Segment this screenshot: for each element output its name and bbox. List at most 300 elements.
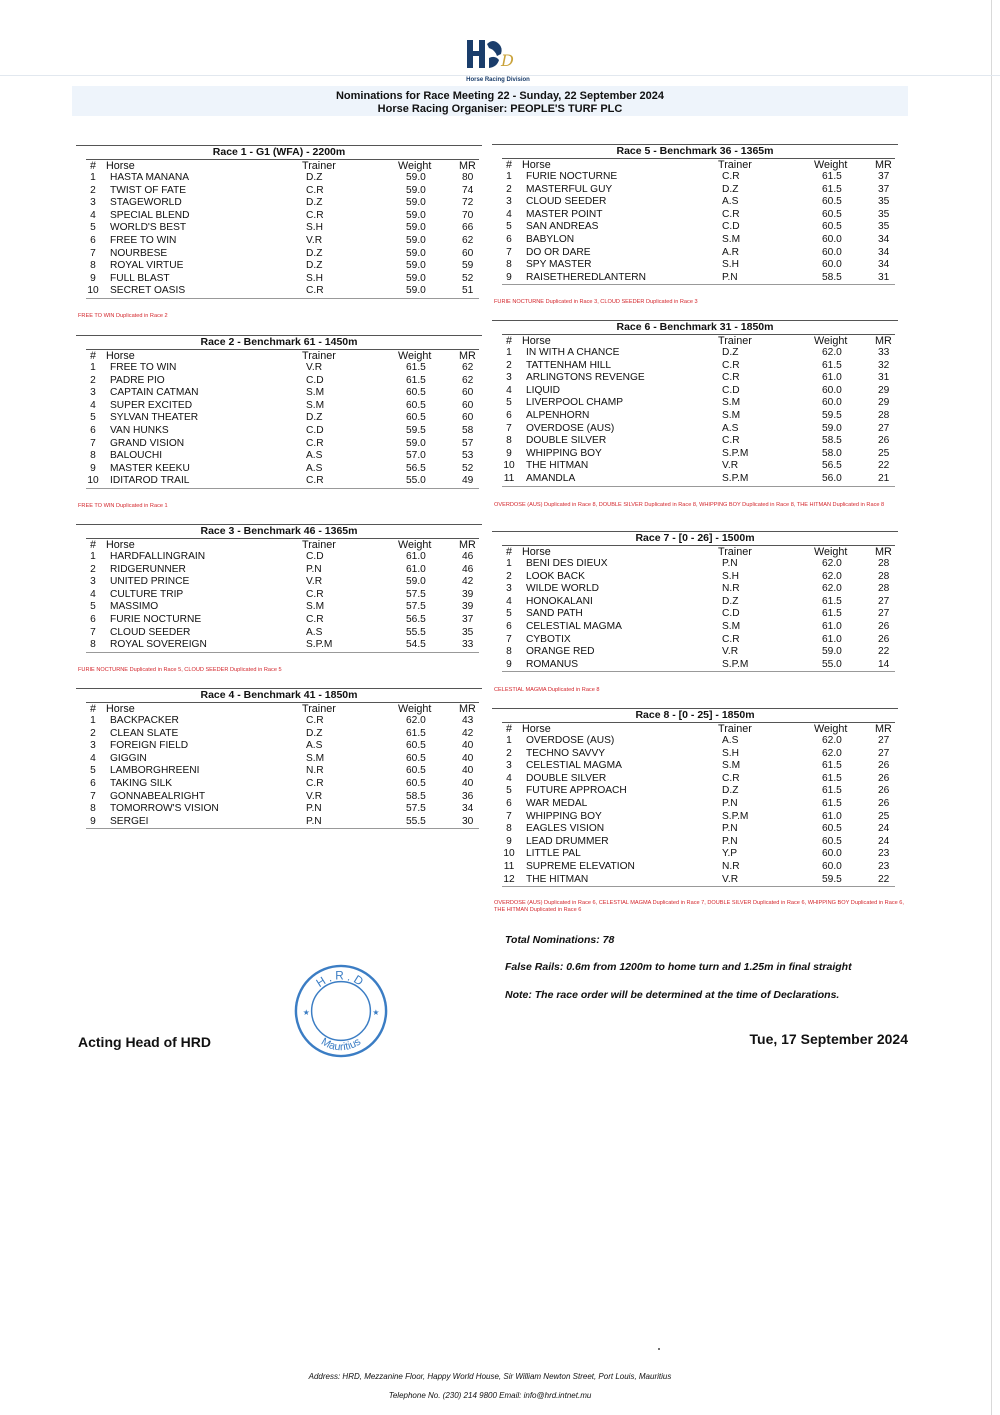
weight-value: 61.5 bbox=[822, 595, 842, 607]
trainer-code: C.R bbox=[306, 613, 324, 625]
stamp-bottom-text: Mauritius bbox=[318, 1035, 364, 1054]
trainer-code: D.Z bbox=[722, 785, 739, 797]
table-row bbox=[76, 185, 482, 198]
mr-rating: 53 bbox=[462, 450, 474, 462]
weight-value: 60.0 bbox=[822, 259, 842, 271]
horse-name: GIGGIN bbox=[110, 752, 147, 764]
trainer-code: S.P.M bbox=[306, 639, 333, 651]
trainer-code: C.R bbox=[722, 359, 740, 371]
weight-value: 59.5 bbox=[822, 409, 842, 421]
trainer-code: D.Z bbox=[306, 727, 323, 739]
weight-value: 55.0 bbox=[822, 658, 842, 670]
column-header-horse: Horse bbox=[106, 703, 135, 715]
weight-value: 56.0 bbox=[822, 472, 842, 484]
column-header-horse: Horse bbox=[106, 160, 135, 172]
horse-name: WHIPPING BOY bbox=[526, 447, 602, 459]
runner-number: 4 bbox=[506, 595, 512, 607]
mr-rating: 28 bbox=[878, 570, 890, 582]
mr-rating: 62 bbox=[462, 234, 474, 246]
mr-rating: 27 bbox=[878, 422, 890, 434]
weight-value: 57.5 bbox=[406, 588, 426, 600]
trainer-code: S.M bbox=[722, 397, 741, 409]
trainer-code: P.N bbox=[722, 558, 738, 569]
runner-number: 8 bbox=[506, 823, 512, 835]
trainer-code: C.R bbox=[306, 475, 324, 487]
duplicate-note: OVERDOSE (AUS) Duplicated in Race 8, DOUBLE SILVER Duplicated in Race 8, WHIPPING BOY Duplicated in Race 8, THE HITMAN Duplicated in Race 8 bbox=[494, 502, 885, 508]
horse-name: SECRET OASIS bbox=[110, 285, 186, 297]
horse-name: MASTERFUL GUY bbox=[526, 183, 613, 195]
table-row bbox=[492, 659, 898, 672]
weight-value: 58.5 bbox=[406, 790, 426, 802]
horse-name: WILDE WORLD bbox=[526, 583, 600, 595]
table-row bbox=[76, 260, 482, 273]
horse-name: BACKPACKER bbox=[110, 715, 179, 726]
column-header-weight: Weight bbox=[814, 159, 848, 171]
column-header-mr: MR bbox=[875, 335, 892, 347]
weight-value: 61.5 bbox=[822, 608, 842, 620]
column-header-horse: Horse bbox=[522, 159, 551, 171]
race-table bbox=[76, 145, 482, 299]
horse-name: LAMBORGHREENI bbox=[110, 765, 200, 777]
weight-value: 62.0 bbox=[406, 715, 426, 726]
trainer-code: D.Z bbox=[306, 172, 323, 183]
horse-name: OVERDOSE (AUS) bbox=[526, 735, 615, 746]
weight-value: 61.5 bbox=[822, 785, 842, 797]
mr-rating: 26 bbox=[878, 797, 890, 809]
runner-number: 1 bbox=[90, 362, 96, 373]
column-header-trainer: Trainer bbox=[718, 723, 752, 735]
runner-number: 2 bbox=[506, 570, 512, 582]
logo-caption: Horse Racing Division bbox=[466, 77, 530, 83]
weight-value: 60.5 bbox=[822, 208, 842, 220]
runner-number: 6 bbox=[90, 613, 96, 625]
horse-name: LIQUID bbox=[526, 384, 560, 396]
weight-value: 62.0 bbox=[822, 347, 842, 358]
weight-value: 60.5 bbox=[822, 221, 842, 233]
horse-name: IN WITH A CHANCE bbox=[526, 347, 620, 358]
horse-name: SUPER EXCITED bbox=[110, 399, 193, 411]
runner-number: 3 bbox=[506, 583, 512, 595]
runner-number: 7 bbox=[90, 247, 96, 259]
runner-number: 7 bbox=[90, 790, 96, 802]
table-row bbox=[492, 608, 898, 621]
runner-number: 1 bbox=[506, 171, 512, 182]
table-row bbox=[76, 172, 482, 185]
duplicate-note: FURIE NOCTURNE Duplicated in Race 3, CLOUD SEEDER Duplicated in Race 3 bbox=[494, 299, 698, 305]
race-title: Race 5 - Benchmark 36 - 1365m bbox=[616, 145, 774, 157]
svg-text:H.R.D bbox=[314, 970, 368, 990]
horse-name: FREE TO WIN bbox=[110, 362, 177, 373]
horse-name: NOURBESE bbox=[110, 247, 168, 259]
horse-name: WHIPPING BOY bbox=[526, 810, 602, 822]
trainer-code: S.M bbox=[722, 760, 741, 772]
mr-rating: 21 bbox=[878, 472, 890, 484]
table-row bbox=[492, 583, 898, 596]
table-row bbox=[76, 450, 482, 463]
trainer-code: V.R bbox=[306, 362, 323, 373]
race-title: Race 1 - G1 (WFA) - 2200m bbox=[212, 146, 346, 158]
trainer-code: C.R bbox=[306, 437, 324, 449]
column-header-mr: MR bbox=[459, 160, 476, 172]
table-bottom-rule bbox=[86, 652, 479, 653]
trainer-code: S.M bbox=[306, 752, 325, 764]
table-header-row bbox=[76, 350, 482, 362]
column-header-weight: Weight bbox=[814, 335, 848, 347]
table-row bbox=[76, 222, 482, 235]
trainer-code: C.R bbox=[722, 171, 740, 182]
weight-value: 62.0 bbox=[822, 583, 842, 595]
horse-name: WORLD'S BEST bbox=[110, 222, 187, 234]
weight-value: 60.0 bbox=[822, 860, 842, 872]
horse-name: BENI DES DIEUX bbox=[526, 558, 608, 569]
weight-value: 59.0 bbox=[406, 172, 426, 183]
weight-value: 59.0 bbox=[406, 197, 426, 209]
weight-value: 61.5 bbox=[822, 359, 842, 371]
weight-value: 60.5 bbox=[406, 765, 426, 777]
runner-number: 7 bbox=[506, 810, 512, 822]
column-header-trainer: Trainer bbox=[302, 350, 336, 362]
trainer-code: C.R bbox=[306, 285, 324, 297]
mr-rating: 62 bbox=[462, 374, 474, 386]
runner-number: 2 bbox=[90, 184, 96, 196]
weight-value: 56.5 bbox=[406, 613, 426, 625]
table-row bbox=[492, 347, 898, 360]
horse-name: HARDFALLINGRAIN bbox=[110, 551, 206, 562]
trainer-code: S.H bbox=[306, 272, 323, 284]
runner-number: 7 bbox=[506, 246, 512, 258]
weight-value: 60.5 bbox=[822, 835, 842, 847]
mr-rating: 60 bbox=[462, 387, 474, 399]
weight-value: 59.5 bbox=[406, 424, 426, 436]
trainer-code: V.R bbox=[722, 646, 739, 658]
table-row bbox=[492, 798, 898, 811]
table-row bbox=[492, 823, 898, 836]
runner-number: 3 bbox=[90, 387, 96, 399]
mr-rating: 28 bbox=[878, 583, 890, 595]
svg-text:★: ★ bbox=[372, 1007, 380, 1017]
runner-number: 7 bbox=[506, 633, 512, 645]
horse-name: LITTLE PAL bbox=[526, 848, 581, 860]
horse-name: ARLINGTONS REVENGE bbox=[526, 372, 645, 384]
race-order-note: Note: The race order will be determined at the time of Declarations. bbox=[505, 989, 840, 1001]
weight-value: 61.0 bbox=[406, 563, 426, 575]
mr-rating: 33 bbox=[878, 347, 890, 358]
weight-value: 62.0 bbox=[822, 735, 842, 746]
mr-rating: 26 bbox=[878, 620, 890, 632]
column-header-mr: MR bbox=[875, 159, 892, 171]
horse-name: VAN HUNKS bbox=[110, 424, 169, 436]
mr-rating: 39 bbox=[462, 588, 474, 600]
weight-value: 61.0 bbox=[822, 810, 842, 822]
column-header-trainer: Trainer bbox=[718, 159, 752, 171]
trainer-code: P.N bbox=[722, 271, 738, 283]
mr-rating: 60 bbox=[462, 412, 474, 424]
table-row bbox=[492, 735, 898, 748]
horse-name: MASTER POINT bbox=[526, 208, 603, 220]
horse-name: PADRE PIO bbox=[110, 374, 165, 386]
footer-contact: Telephone No. (230) 214 9800 Email: info@hrd.intnet.mu bbox=[388, 1391, 592, 1400]
column-header-weight: Weight bbox=[398, 350, 432, 362]
mr-rating: 52 bbox=[462, 272, 474, 284]
runner-number: 6 bbox=[90, 234, 96, 246]
mr-rating: 27 bbox=[878, 747, 890, 759]
horse-name: BABYLON bbox=[526, 233, 575, 245]
weight-value: 57.5 bbox=[406, 601, 426, 613]
mr-rating: 42 bbox=[462, 576, 474, 588]
table-row bbox=[492, 221, 898, 234]
weight-value: 60.5 bbox=[822, 196, 842, 208]
runner-number: 8 bbox=[90, 450, 96, 462]
table-row bbox=[76, 362, 482, 375]
table-row bbox=[492, 748, 898, 761]
runner-number: 6 bbox=[506, 620, 512, 632]
table-row bbox=[492, 861, 898, 874]
trainer-code: C.R bbox=[722, 435, 740, 447]
table-row bbox=[76, 753, 482, 766]
trainer-code: C.R bbox=[722, 372, 740, 384]
trainer-code: S.P.M bbox=[722, 810, 749, 822]
table-row bbox=[492, 423, 898, 436]
weight-value: 60.0 bbox=[822, 384, 842, 396]
mr-rating: 80 bbox=[462, 172, 474, 183]
table-bottom-rule bbox=[502, 284, 895, 285]
weight-value: 61.0 bbox=[822, 633, 842, 645]
mr-rating: 52 bbox=[462, 462, 474, 474]
mr-rating: 24 bbox=[878, 823, 890, 835]
trainer-code: S.M bbox=[722, 620, 741, 632]
mr-rating: 58 bbox=[462, 424, 474, 436]
weight-value: 62.0 bbox=[822, 747, 842, 759]
race-title: Race 4 - Benchmark 41 - 1850m bbox=[200, 689, 358, 701]
trainer-code: P.N bbox=[306, 815, 322, 827]
mr-rating: 40 bbox=[462, 752, 474, 764]
weight-value: 61.5 bbox=[406, 727, 426, 739]
runner-number: 10 bbox=[87, 475, 99, 487]
horse-name: DOUBLE SILVER bbox=[526, 772, 607, 784]
weight-value: 60.0 bbox=[822, 246, 842, 258]
table-row bbox=[76, 412, 482, 425]
race-table bbox=[76, 524, 482, 653]
trainer-code: D.Z bbox=[306, 260, 323, 272]
race-table bbox=[492, 320, 898, 487]
runner-number: 9 bbox=[506, 658, 512, 670]
trainer-code: S.M bbox=[722, 409, 741, 421]
horse-name: OVERDOSE (AUS) bbox=[526, 422, 615, 434]
runner-number: 3 bbox=[90, 576, 96, 588]
race-table bbox=[76, 335, 482, 489]
table-header-row bbox=[492, 546, 898, 558]
mr-rating: 26 bbox=[878, 772, 890, 784]
mr-rating: 32 bbox=[878, 359, 890, 371]
race-table bbox=[76, 688, 482, 829]
horse-name: CELESTIAL MAGMA bbox=[526, 760, 622, 772]
table-row bbox=[492, 196, 898, 209]
hrd-stamp bbox=[292, 962, 390, 1060]
runner-number: 8 bbox=[90, 803, 96, 815]
weight-value: 62.0 bbox=[822, 558, 842, 569]
trainer-code: Y.P bbox=[722, 848, 738, 860]
trainer-code: S.H bbox=[306, 222, 323, 234]
mr-rating: 59 bbox=[462, 260, 474, 272]
horse-name: FURIE NOCTURNE bbox=[526, 171, 618, 182]
horse-name: LOOK BACK bbox=[526, 570, 585, 582]
horse-name: FUTURE APPROACH bbox=[526, 785, 627, 797]
column-header-no: # bbox=[89, 703, 96, 715]
runner-number: 2 bbox=[506, 359, 512, 371]
weight-value: 59.0 bbox=[406, 437, 426, 449]
trainer-code: C.D bbox=[306, 551, 324, 562]
weight-value: 55.5 bbox=[406, 626, 426, 638]
trainer-code: C.R bbox=[306, 209, 324, 221]
weight-value: 61.5 bbox=[822, 772, 842, 784]
horse-name: FULL BLAST bbox=[110, 272, 170, 284]
column-header-no: # bbox=[505, 546, 512, 558]
trainer-code: P.N bbox=[722, 797, 738, 809]
trainer-code: D.Z bbox=[306, 197, 323, 209]
table-row bbox=[76, 639, 482, 652]
runner-number: 6 bbox=[506, 797, 512, 809]
horse-name: SPY MASTER bbox=[526, 259, 592, 271]
runner-number: 7 bbox=[506, 422, 512, 434]
weight-value: 59.0 bbox=[406, 285, 426, 297]
table-row bbox=[76, 438, 482, 451]
weight-value: 56.5 bbox=[406, 462, 426, 474]
table-row bbox=[76, 210, 482, 223]
column-header-no: # bbox=[505, 335, 512, 347]
table-row bbox=[492, 811, 898, 824]
table-row bbox=[76, 627, 482, 640]
trainer-code: S.M bbox=[306, 387, 325, 399]
runner-number: 4 bbox=[90, 752, 96, 764]
mr-rating: 26 bbox=[878, 633, 890, 645]
mr-rating: 37 bbox=[878, 171, 890, 182]
horse-name: MASSIMO bbox=[110, 601, 159, 613]
horse-name: LIVERPOOL CHAMP bbox=[526, 397, 623, 409]
mr-rating: 27 bbox=[878, 608, 890, 620]
runner-number: 8 bbox=[90, 260, 96, 272]
mr-rating: 51 bbox=[462, 285, 474, 297]
weight-value: 58.0 bbox=[822, 447, 842, 459]
table-row bbox=[492, 259, 898, 272]
mr-rating: 14 bbox=[878, 658, 890, 670]
weight-value: 60.0 bbox=[822, 397, 842, 409]
race-title: Race 2 - Benchmark 61 - 1450m bbox=[200, 336, 358, 348]
runner-number: 5 bbox=[90, 765, 96, 777]
mr-rating: 37 bbox=[462, 613, 474, 625]
horse-name: TECHNO SAVVY bbox=[526, 747, 606, 759]
mr-rating: 62 bbox=[462, 362, 474, 373]
weight-value: 58.5 bbox=[822, 271, 842, 283]
table-row bbox=[492, 785, 898, 798]
horse-name: FOREIGN FIELD bbox=[110, 740, 189, 752]
horse-name: CLOUD SEEDER bbox=[110, 626, 191, 638]
mr-rating: 29 bbox=[878, 384, 890, 396]
race-table bbox=[492, 531, 898, 672]
table-row bbox=[492, 836, 898, 849]
runner-number: 3 bbox=[90, 740, 96, 752]
weight-value: 59.0 bbox=[406, 272, 426, 284]
trainer-code: C.D bbox=[722, 221, 740, 233]
trainer-code: D.Z bbox=[306, 412, 323, 424]
weight-value: 60.5 bbox=[406, 399, 426, 411]
runner-number: 9 bbox=[506, 835, 512, 847]
runner-number: 5 bbox=[506, 221, 512, 233]
trainer-code: S.P.M bbox=[722, 658, 749, 670]
mr-rating: 33 bbox=[462, 639, 474, 651]
column-header-weight: Weight bbox=[398, 703, 432, 715]
table-row bbox=[76, 248, 482, 261]
mr-rating: 57 bbox=[462, 437, 474, 449]
horse-name: CULTURE TRIP bbox=[110, 588, 184, 600]
weight-value: 59.0 bbox=[406, 222, 426, 234]
mr-rating: 31 bbox=[878, 372, 890, 384]
table-row bbox=[76, 740, 482, 753]
weight-value: 61.0 bbox=[822, 620, 842, 632]
trainer-code: C.R bbox=[722, 772, 740, 784]
runner-number: 8 bbox=[506, 259, 512, 271]
table-row bbox=[76, 765, 482, 778]
column-header-trainer: Trainer bbox=[718, 546, 752, 558]
duplicate-note: FREE TO WIN Duplicated in Race 2 bbox=[78, 313, 168, 319]
trainer-code: V.R bbox=[306, 234, 323, 246]
runner-number: 3 bbox=[506, 372, 512, 384]
trainer-code: V.R bbox=[722, 873, 739, 885]
mr-rating: 34 bbox=[462, 803, 474, 815]
mr-rating: 60 bbox=[462, 399, 474, 411]
trainer-code: S.M bbox=[722, 233, 741, 245]
table-row bbox=[76, 728, 482, 741]
mr-rating: 26 bbox=[878, 760, 890, 772]
horse-name: CAPTAIN CATMAN bbox=[110, 387, 199, 399]
mr-rating: 34 bbox=[878, 246, 890, 258]
mr-rating: 49 bbox=[462, 475, 474, 487]
weight-value: 61.5 bbox=[822, 760, 842, 772]
horse-name: CYBOTIX bbox=[526, 633, 571, 645]
mr-rating: 42 bbox=[462, 727, 474, 739]
runner-number: 12 bbox=[503, 873, 515, 885]
mr-rating: 40 bbox=[462, 765, 474, 777]
column-header-trainer: Trainer bbox=[718, 335, 752, 347]
race-title: Race 3 - Benchmark 46 - 1365m bbox=[200, 525, 358, 537]
trainer-code: N.R bbox=[722, 583, 740, 595]
table-row bbox=[76, 601, 482, 614]
mr-rating: 22 bbox=[878, 873, 890, 885]
column-header-weight: Weight bbox=[398, 539, 432, 551]
horse-name: SAND PATH bbox=[526, 608, 583, 620]
runner-number: 5 bbox=[90, 412, 96, 424]
horse-name: TATTENHAM HILL bbox=[526, 359, 612, 371]
column-header-no: # bbox=[89, 539, 96, 551]
horse-name: HASTA MANANA bbox=[110, 172, 190, 183]
table-row bbox=[76, 375, 482, 388]
mr-rating: 26 bbox=[878, 785, 890, 797]
table-row bbox=[492, 473, 898, 486]
weight-value: 62.0 bbox=[822, 570, 842, 582]
horse-name: HONOKALANI bbox=[526, 595, 593, 607]
trainer-code: S.M bbox=[306, 399, 325, 411]
horse-name: SUPREME ELEVATION bbox=[526, 860, 635, 872]
trainer-code: D.Z bbox=[722, 595, 739, 607]
runner-number: 11 bbox=[503, 472, 515, 484]
mr-rating: 23 bbox=[878, 860, 890, 872]
table-bottom-rule bbox=[502, 886, 895, 887]
table-row bbox=[492, 634, 898, 647]
column-header-no: # bbox=[89, 350, 96, 362]
mr-rating: 28 bbox=[878, 409, 890, 421]
horse-name: LEAD DRUMMER bbox=[526, 835, 609, 847]
column-header-weight: Weight bbox=[398, 160, 432, 172]
table-header-row bbox=[492, 159, 898, 171]
